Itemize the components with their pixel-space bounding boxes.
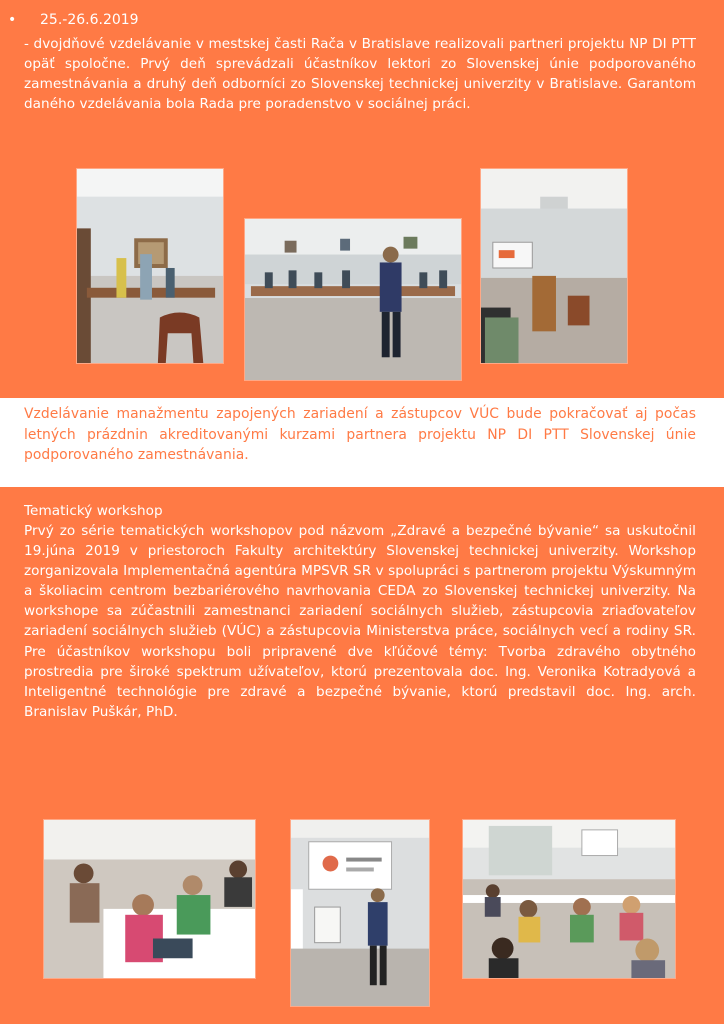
photo-projection-room xyxy=(480,168,628,364)
section-workshop xyxy=(0,487,724,1024)
section-continuation xyxy=(0,398,724,487)
photo-workshop-speaker xyxy=(290,819,430,1007)
workshop-paragraph: Prvý zo série tematických workshopov pod názvom „Zdravé a bezpečné bývanie“ sa uskutočnil 19.júna 2019 v priestoroch Fakulty architektúry Slovenskej technickej univerzity. Workshop zorganizovala Implementačná agentúra MPSVR SR v spolupráci s partnerom projektu Výskumným a školiacim centrom bezbariérového navrhovania CEDA zo Slovenskej technickej univerzity. Na workshope sa zúčastnili zamestnanci zariadení sociálnych služieb, zástupcovia zriaďovateľov zariadení sociálnych služieb (VÚC) a zástupcovia Ministerstva práce, sociálnych vecí a rodiny SR. Pre účastníkov workshopu boli pripravené dve kľúčové témy: Tvorba zdravého obytného prostredia pre široké spektrum užívateľov, ktorú prezentovala doc. Ing. Veronika Kotradyová a Inteligentné technológie pre zdravé a bezpečné bývanie, ktorú predstavil doc. Ing. arch. Branislav Puškár, PhD. xyxy=(24,523,696,720)
continuation-paragraph: Vzdelávanie manažmentu zapojených zariadení a zástupcov VÚC bude pokračovať aj počas letných prázdnin akreditovanými kurzami partnera projektu NP DI PTT Slovenskej únie podporovaného zamestnávania. xyxy=(24,406,696,463)
photo-workshop-participants xyxy=(43,819,256,979)
event-date: 25.-26.6.2019 xyxy=(40,12,139,28)
training-paragraph: - dvojdňové vzdelávanie v mestskej časti Rača v Bratislave realizovali partneri projektu NP DI PTT opäť spoločne. Prvý deň sprevádzali účastníkov lektori zo Slovenskej únie podporovaného zamestnávania a druhý deň odborníci zo Slovenskej technickej univerzity v Bratislave. Garantom daného vzdelávania bola Rada pre poradenstvo v sociálnej práci. xyxy=(24,36,696,113)
photo-training-room xyxy=(76,168,224,364)
photo-presenter-hall xyxy=(244,218,462,381)
section-date-heading xyxy=(8,12,139,28)
section-training xyxy=(0,0,724,398)
bullet-icon: • xyxy=(8,12,17,28)
workshop-title: Tematický workshop xyxy=(24,503,163,519)
photo-workshop-audience xyxy=(462,819,676,979)
